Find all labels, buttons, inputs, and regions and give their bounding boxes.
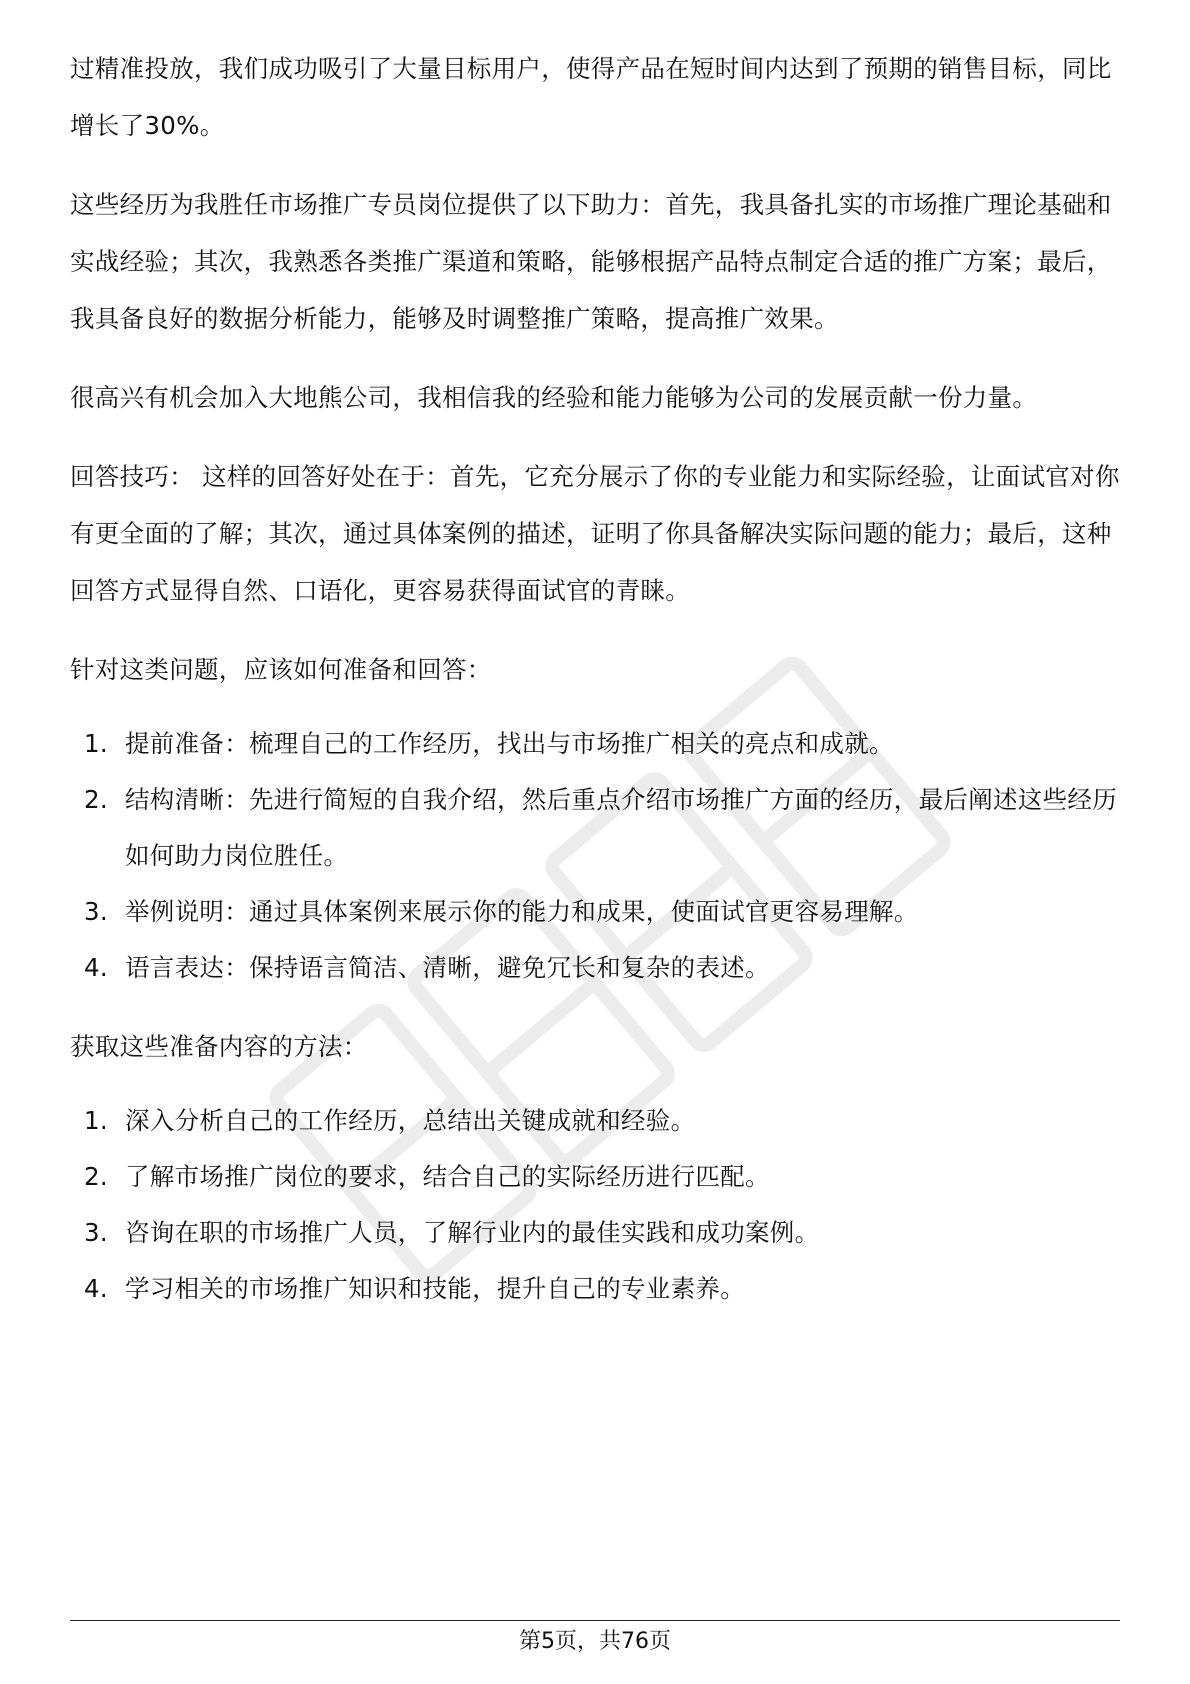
paragraph-qualifications: 这些经历为我胜任市场推广专员岗位提供了以下助力：首先，我具备扎实的市场推广理论基础和实战经验；其次，我熟悉各类推广渠道和策略，能够根据产品特点制定合适的推广方案；最后，我具备良好的数据分析能力，能够及时调整推广策略，提高推广效果。: [70, 190, 1112, 333]
list-item: 3. 咨询在职的市场推广人员，了解行业内的最佳实践和成功案例。: [84, 1218, 820, 1247]
paragraph-methods-heading: 获取这些准备内容的方法：: [70, 1032, 368, 1061]
list-item: 2. 结构清晰：先进行简短的自我介绍，然后重点介绍市场推广方面的经历，最后阐述这些经历如何助力岗位胜任。: [84, 785, 1117, 870]
list-item: 1. 提前准备：梳理自己的工作经历，找出与市场推广相关的亮点和成就。: [84, 729, 894, 758]
list-item: 1. 深入分析自己的工作经历，总结出关键成就和经验。: [84, 1106, 696, 1135]
paragraph-answer-tips: 回答技巧： 这样的回答好处在于：首先，它充分展示了你的专业能力和实际经验，让面试官对你有更全面的了解；其次，通过具体案例的描述，证明了你具备解决实际问题的能力；最后，这种回答方式显得自然、口语化，更容易获得面试官的青睐。: [70, 462, 1120, 605]
list-item: 3. 举例说明：通过具体案例来展示你的能力和成果，使面试官更容易理解。: [84, 897, 919, 926]
page-number: 第5页，共76页: [519, 1629, 671, 1654]
paragraph-result: 过精准投放，我们成功吸引了大量目标用户，使得产品在短时间内达到了预期的销售目标，同比增长了30%。: [70, 54, 1112, 140]
paragraph-how-to-prepare: 针对这类问题，应该如何准备和回答：: [70, 655, 492, 684]
list-item: 2. 了解市场推广岗位的要求，结合自己的实际经历进行匹配。: [84, 1162, 770, 1191]
method-steps-list: [70, 1093, 1120, 1317]
paragraph-closing: 很高兴有机会加入大地熊公司，我相信我的经验和能力能够为公司的发展贡献一份力量。: [70, 383, 1038, 412]
footer-divider: [70, 1620, 1120, 1621]
list-item: 4. 语言表达：保持语言简洁、清晰，避免冗长和复杂的表述。: [84, 953, 770, 982]
prepare-steps-list: [70, 716, 1120, 996]
document-body: [70, 40, 1120, 1339]
list-item: 4. 学习相关的市场推广知识和技能，提升自己的专业素养。: [84, 1274, 745, 1303]
